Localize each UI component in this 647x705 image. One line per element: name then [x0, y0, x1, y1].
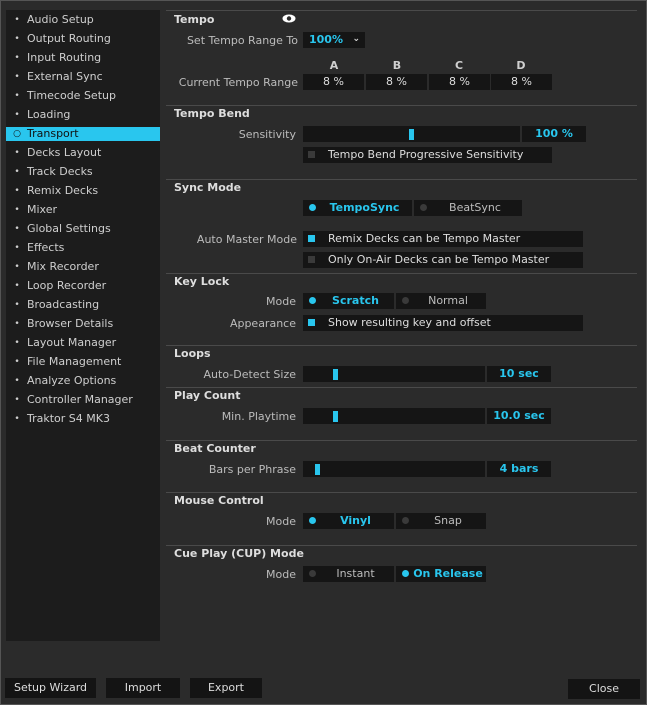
- min-playtime-label: Min. Playtime: [221, 410, 296, 423]
- sidebar-item-analyze-options[interactable]: [6, 374, 160, 388]
- sidebar-item-label: Layout Manager: [27, 336, 117, 349]
- on-release-radio[interactable]: [396, 566, 486, 582]
- slider-thumb[interactable]: [333, 411, 338, 422]
- sidebar-item-layout-manager[interactable]: [6, 336, 160, 350]
- instant-radio[interactable]: [303, 566, 394, 582]
- deck-a-header: A: [329, 59, 339, 72]
- sidebar-item-mix-recorder[interactable]: [6, 260, 160, 274]
- section-divider: [166, 545, 637, 546]
- sidebar-item-traktor-s4-mk3[interactable]: [6, 412, 160, 426]
- sidebar-item-remix-decks[interactable]: [6, 184, 160, 198]
- sidebar-item-label: Broadcasting: [27, 298, 100, 311]
- snap-radio[interactable]: [396, 513, 486, 529]
- bars-per-phrase-value[interactable]: 4 bars: [487, 461, 551, 477]
- remix-master-checkbox[interactable]: [303, 231, 583, 247]
- set-tempo-range-label: Set Tempo Range To: [186, 34, 298, 47]
- sidebar-item-label: Transport: [27, 127, 79, 140]
- transport-settings-panel: [166, 10, 638, 610]
- bullet-icon: •: [14, 224, 20, 234]
- import-button[interactable]: Import: [106, 678, 180, 698]
- sidebar-item-label: Effects: [27, 241, 65, 254]
- bullet-icon: •: [14, 148, 20, 158]
- on-air-master-checkbox[interactable]: [303, 252, 583, 268]
- section-divider: [166, 345, 637, 346]
- auto-detect-size-label: Auto-Detect Size: [203, 368, 296, 381]
- auto-detect-size-slider[interactable]: [303, 366, 485, 382]
- sidebar-item-loading[interactable]: [6, 108, 160, 122]
- deck-b-header: B: [392, 59, 402, 72]
- snap-label: Snap: [434, 514, 462, 527]
- key-lock-section-title: Key Lock: [174, 275, 230, 288]
- sync-mode-section-title: Sync Mode: [174, 181, 242, 194]
- bullet-icon: •: [14, 167, 20, 177]
- bullet-icon: •: [14, 34, 20, 44]
- loops-section-title: Loops: [174, 347, 211, 360]
- sidebar-item-label: Controller Manager: [27, 393, 133, 406]
- deck-d-header: D: [516, 59, 526, 72]
- deck-d-tempo-range: 8 %: [491, 74, 552, 90]
- sidebar-item-broadcasting[interactable]: [6, 298, 160, 312]
- sidebar-item-label: Decks Layout: [27, 146, 102, 159]
- section-divider: [166, 492, 637, 493]
- eye-icon[interactable]: [282, 14, 296, 23]
- bars-per-phrase-slider[interactable]: [303, 461, 485, 477]
- sensitivity-label: Sensitivity: [238, 128, 296, 141]
- normal-label: Normal: [428, 294, 468, 307]
- bullet-icon: •: [14, 376, 20, 386]
- sidebar-item-controller-manager[interactable]: [6, 393, 160, 407]
- sidebar-item-transport[interactable]: [6, 127, 160, 141]
- slider-thumb[interactable]: [315, 464, 320, 475]
- sidebar-item-output-routing[interactable]: [6, 32, 160, 46]
- scratch-radio[interactable]: [303, 293, 394, 309]
- sidebar-item-mixer[interactable]: [6, 203, 160, 217]
- section-divider: [166, 105, 637, 106]
- sensitivity-slider[interactable]: [303, 126, 520, 142]
- mouse-control-section-title: Mouse Control: [174, 494, 264, 507]
- close-button[interactable]: Close: [568, 679, 640, 699]
- auto-detect-size-value[interactable]: 10 sec: [487, 366, 551, 382]
- sidebar-item-browser-details[interactable]: [6, 317, 160, 331]
- mouse-control-mode-label: Mode: [266, 515, 296, 528]
- sidebar-item-label: Mix Recorder: [27, 260, 99, 273]
- progressive-sensitivity-checkbox[interactable]: [303, 147, 552, 163]
- sidebar-item-label: External Sync: [27, 70, 103, 83]
- section-divider: [166, 440, 637, 441]
- bullet-icon: •: [14, 395, 20, 405]
- beat-counter-section-title: Beat Counter: [174, 442, 256, 455]
- temposync-label: TempoSync: [329, 201, 400, 214]
- sidebar-item-label: Browser Details: [27, 317, 114, 330]
- sidebar-item-decks-layout[interactable]: [6, 146, 160, 160]
- progressive-sensitivity-label: Tempo Bend Progressive Sensitivity: [328, 148, 524, 161]
- bullet-icon: •: [14, 110, 20, 120]
- bullet-icon: •: [14, 262, 20, 272]
- beatsync-radio[interactable]: [414, 200, 522, 216]
- cue-play-mode-label: Mode: [266, 568, 296, 581]
- checkbox-box: [308, 256, 315, 263]
- section-divider: [166, 273, 637, 274]
- vinyl-radio[interactable]: [303, 513, 394, 529]
- appearance-label: Appearance: [229, 317, 296, 330]
- bullet-icon: •: [14, 243, 20, 253]
- bullet-icon: •: [14, 281, 20, 291]
- sidebar-item-label: Mixer: [27, 203, 58, 216]
- play-count-section-title: Play Count: [174, 389, 241, 402]
- tempo-section-title: Tempo: [174, 13, 215, 26]
- sidebar-item-label: Track Decks: [27, 165, 93, 178]
- section-divider: [166, 179, 637, 180]
- chevron-down-icon: ⌄: [352, 34, 360, 44]
- sidebar-item-track-decks[interactable]: [6, 165, 160, 179]
- sidebar-item-label: Loading: [27, 108, 71, 121]
- auto-master-mode-label: Auto Master Mode: [196, 233, 297, 246]
- ring-bullet-icon: ○: [13, 129, 21, 139]
- min-playtime-value[interactable]: 10.0 sec: [487, 408, 551, 424]
- beatsync-label: BeatSync: [449, 201, 501, 214]
- sidebar-item-label: File Management: [27, 355, 122, 368]
- remix-master-label: Remix Decks can be Tempo Master: [328, 232, 521, 245]
- bullet-icon: •: [14, 205, 20, 215]
- sidebar-item-loop-recorder[interactable]: [6, 279, 160, 293]
- sidebar-item-effects[interactable]: [6, 241, 160, 255]
- deck-a-tempo-range: 8 %: [303, 74, 364, 90]
- cue-play-section-title: Cue Play (CUP) Mode: [174, 547, 304, 560]
- deck-b-tempo-range: 8 %: [366, 74, 427, 90]
- key-lock-mode-label: Mode: [266, 295, 296, 308]
- normal-radio[interactable]: [396, 293, 486, 309]
- slider-thumb[interactable]: [333, 369, 338, 380]
- sidebar-item-label: Output Routing: [27, 32, 111, 45]
- tempo-range-value: 100%: [309, 33, 343, 46]
- bullet-icon: •: [14, 338, 20, 348]
- deck-c-header: C: [454, 59, 464, 72]
- sidebar-item-timecode-setup[interactable]: [6, 89, 160, 103]
- bullet-icon: •: [14, 91, 20, 101]
- sidebar-item-external-sync[interactable]: [6, 70, 160, 84]
- checkbox-box: [308, 235, 315, 242]
- sidebar-item-label: Timecode Setup: [27, 89, 116, 102]
- scratch-label: Scratch: [332, 294, 379, 307]
- temposync-radio[interactable]: [303, 200, 412, 216]
- setup-wizard-button[interactable]: Setup Wizard: [5, 678, 96, 698]
- sidebar-item-label: Audio Setup: [27, 13, 94, 26]
- tempo-range-dropdown[interactable]: [303, 32, 365, 48]
- section-divider: [166, 10, 637, 11]
- preferences-sidebar: [6, 10, 160, 641]
- on-release-label: On Release: [413, 567, 483, 580]
- sidebar-item-label: Remix Decks: [27, 184, 99, 197]
- sidebar-item-global-settings[interactable]: [6, 222, 160, 236]
- sidebar-item-label: Analyze Options: [27, 374, 117, 387]
- show-key-label: Show resulting key and offset: [328, 316, 491, 329]
- sidebar-item-file-management[interactable]: [6, 355, 160, 369]
- deck-c-tempo-range: 8 %: [429, 74, 490, 90]
- tempo-bend-section-title: Tempo Bend: [174, 107, 250, 120]
- sidebar-item-label: Loop Recorder: [27, 279, 107, 292]
- bullet-icon: •: [14, 357, 20, 367]
- bullet-icon: •: [14, 414, 20, 424]
- sidebar-item-input-routing[interactable]: [6, 51, 160, 65]
- sensitivity-value[interactable]: 100 %: [522, 126, 586, 142]
- min-playtime-slider[interactable]: [303, 408, 485, 424]
- on-air-master-label: Only On-Air Decks can be Tempo Master: [328, 253, 550, 266]
- sidebar-item-audio-setup[interactable]: [6, 13, 160, 27]
- export-button[interactable]: Export: [190, 678, 262, 698]
- current-tempo-range-label: Current Tempo Range: [178, 76, 298, 89]
- bullet-icon: •: [14, 15, 20, 25]
- bullet-icon: •: [14, 53, 20, 63]
- bullet-icon: •: [14, 186, 20, 196]
- bullet-icon: •: [14, 319, 20, 329]
- checkbox-box: [308, 319, 315, 326]
- bullet-icon: •: [14, 300, 20, 310]
- instant-label: Instant: [336, 567, 375, 580]
- slider-thumb[interactable]: [409, 129, 414, 140]
- show-key-checkbox[interactable]: [303, 315, 583, 331]
- bullet-icon: •: [14, 72, 20, 82]
- sidebar-item-label: Traktor S4 MK3: [27, 412, 110, 425]
- vinyl-label: Vinyl: [340, 514, 371, 527]
- sidebar-item-label: Global Settings: [27, 222, 111, 235]
- bars-per-phrase-label: Bars per Phrase: [208, 463, 296, 476]
- sidebar-item-label: Input Routing: [27, 51, 102, 64]
- section-divider: [166, 387, 637, 388]
- checkbox-box: [308, 151, 315, 158]
